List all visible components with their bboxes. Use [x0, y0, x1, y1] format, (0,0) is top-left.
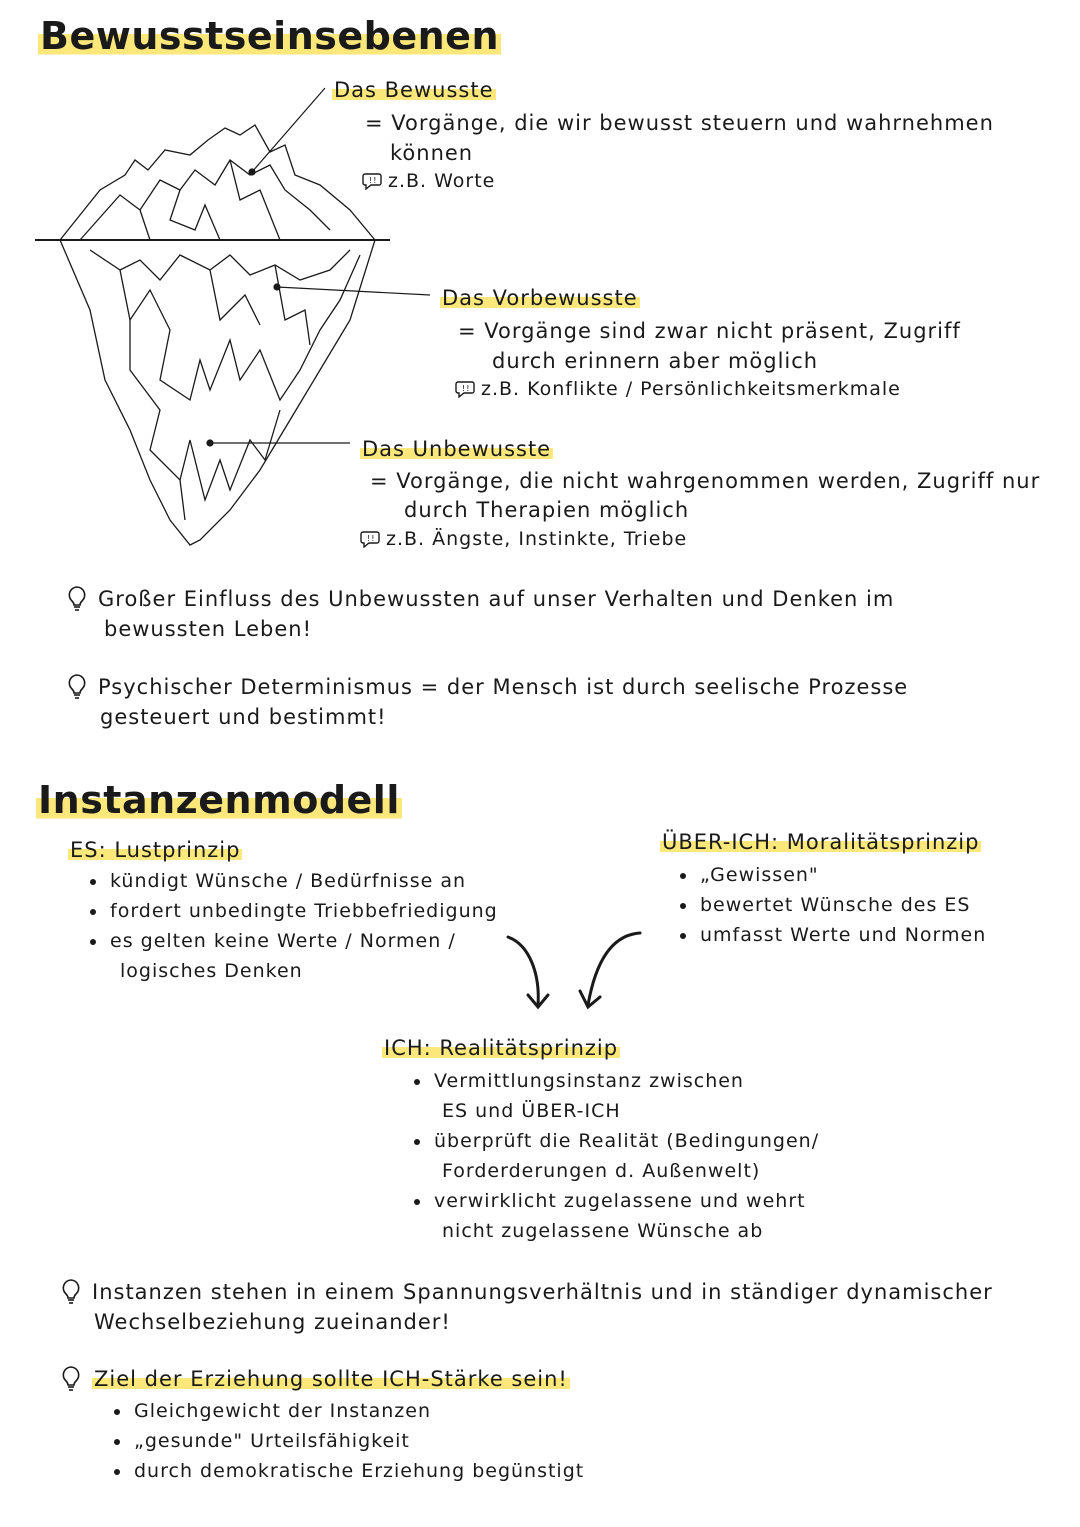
es-item-cont: logisches Denken	[120, 960, 303, 982]
svg-text:!!: !!	[367, 534, 376, 543]
ich-item: verwirklicht zugelassene und wehrt	[414, 1186, 806, 1216]
svg-text:!!: !!	[369, 176, 378, 185]
vorbewusste-line1: = Vorgänge sind zwar nicht präsent, Zugriff	[458, 319, 961, 343]
es-item: es gelten keine Werte / Normen /	[90, 926, 456, 956]
bewusste-line1: = Vorgänge, die wir bewusst steuern und wahrnehmen	[365, 111, 994, 135]
unbewusste-line1: = Vorgänge, die nicht wahrgenommen werden, Zugriff nur	[370, 469, 1041, 493]
note-determinismus: Psychischer Determinismus = der Mensch ist durch seelische Prozesse	[66, 672, 908, 702]
es-heading: ES: Lustprinzip	[70, 838, 241, 862]
note-einfluss: Großer Einfluss des Unbewussten auf unser Verhalten und Denken im	[66, 584, 894, 614]
lightbulb-icon	[60, 1278, 82, 1304]
ueberich-item: bewertet Wünsche des ES	[680, 890, 970, 920]
bewusste-example: !! z.B. Worte	[362, 166, 495, 196]
ich-item-cont: ES und ÜBER-ICH	[442, 1100, 621, 1122]
arrows-to-ich	[500, 925, 660, 1015]
ziel-item: durch demokratische Erziehung begünstigt	[114, 1456, 584, 1486]
vorbewusste-example: !! z.B. Konflikte / Persönlichkeitsmerkmale	[455, 374, 901, 404]
section-title-bewusstseinsebenen: Bewusstseinsebenen	[40, 14, 500, 58]
note-spannung-line2: Wechselbeziehung zueinander!	[94, 1310, 451, 1334]
speech-bubble-icon	[362, 172, 382, 190]
ziel-item: „gesunde" Urteilsfähigkeit	[114, 1426, 410, 1456]
bewusste-heading: Das Bewusste	[334, 78, 494, 102]
es-item: kündigt Wünsche / Bedürfnisse an	[90, 866, 466, 896]
es-item: fordert unbedingte Triebbefriedigung	[90, 896, 498, 926]
unbewusste-example: !! z.B. Ängste, Instinkte, Triebe	[360, 524, 687, 554]
note-ziel: Ziel der Erziehung sollte ICH-Stärke sein!	[60, 1364, 570, 1394]
svg-text:!!: !!	[462, 384, 471, 393]
lightbulb-icon	[66, 673, 88, 699]
ich-item: Vermittlungsinstanz zwischen	[414, 1066, 744, 1096]
vorbewusste-line2: durch erinnern aber möglich	[492, 349, 819, 373]
ueberich-heading: ÜBER-ICH: Moralitätsprinzip	[662, 830, 980, 854]
speech-bubble-icon	[360, 530, 380, 548]
vorbewusste-heading: Das Vorbewusste	[442, 286, 638, 310]
ich-item-cont: nicht zugelassene Wünsche ab	[442, 1220, 764, 1242]
speech-bubble-icon	[455, 380, 475, 398]
unbewusste-heading: Das Unbewusste	[362, 437, 552, 461]
ich-item-cont: Forderderungen d. Außenwelt)	[442, 1160, 761, 1182]
ziel-item: Gleichgewicht der Instanzen	[114, 1396, 431, 1426]
unbewusste-line2: durch Therapien möglich	[404, 498, 690, 522]
ueberich-item: „Gewissen"	[680, 860, 819, 890]
lightbulb-icon	[66, 585, 88, 611]
lightbulb-icon	[60, 1365, 82, 1391]
note-spannung: Instanzen stehen in einem Spannungsverhältnis und in ständiger dynamischer	[60, 1277, 993, 1307]
ueberich-item: umfasst Werte und Normen	[680, 920, 986, 950]
bewusste-line2: können	[390, 141, 474, 165]
note-determinismus-line2: gesteuert und bestimmt!	[100, 705, 387, 729]
note-einfluss-line2: bewussten Leben!	[104, 617, 312, 641]
ich-heading: ICH: Realitätsprinzip	[384, 1036, 619, 1060]
section-title-instanzenmodell: Instanzenmodell	[38, 778, 400, 822]
ich-item: überprüft die Realität (Bedingungen/	[414, 1126, 819, 1156]
